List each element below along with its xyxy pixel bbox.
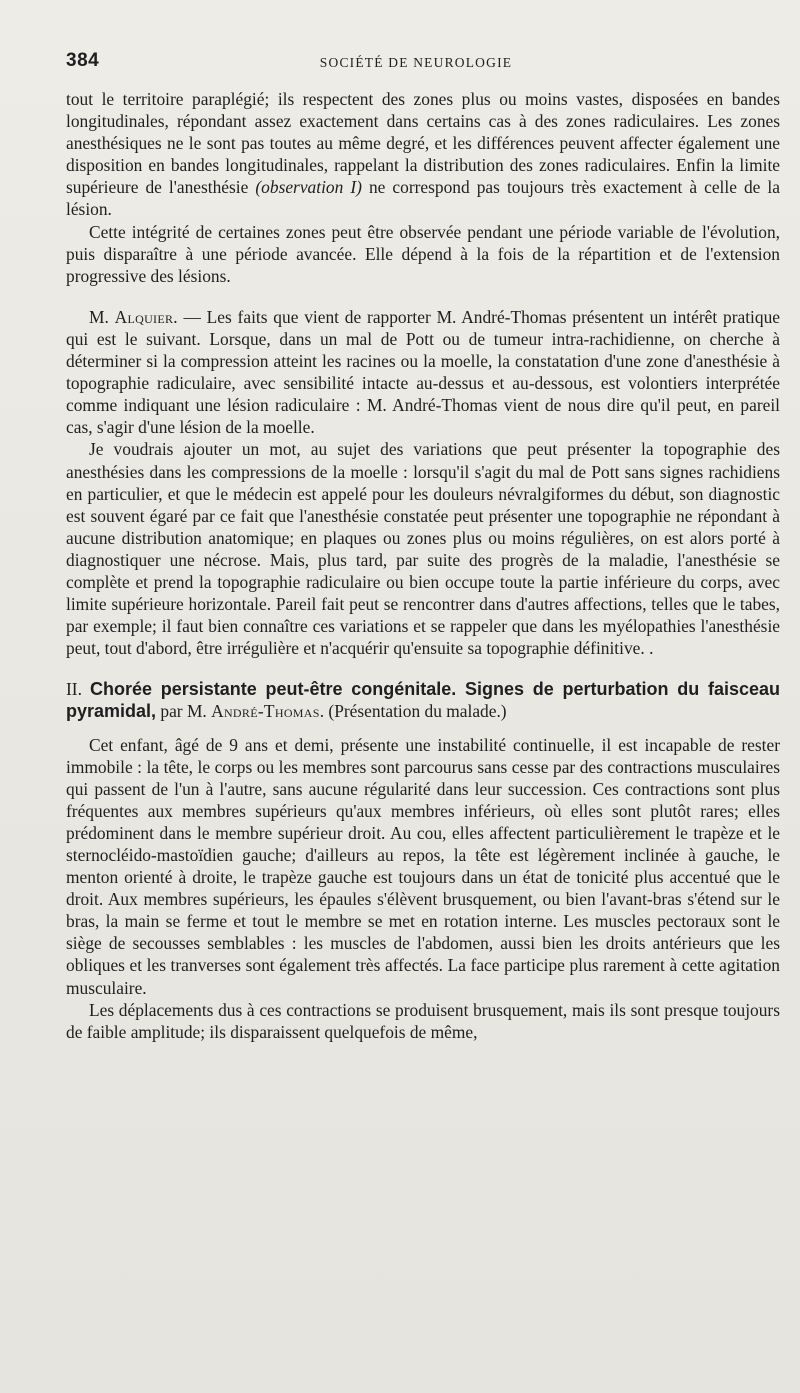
paragraph: Cette intégrité de certaines zones peut être observée pendant une période variable de l'évolution, puis disparaître à une période avancée. Elle dépend à la fois de la répartition et de l'extension progressive des lésions. — [66, 221, 780, 286]
paragraph: Les déplacements dus à ces contractions se produisent brusquement, mais ils sont presque toujours de faible amplitude; ils disparaissent quelquefois de même, — [66, 999, 780, 1042]
discussion-text: . — Les faits que vient de rapporter M. André-Thomas présentent un intérêt pratique qui est le suivant. Lorsque, dans un mal de Pott ou de tumeur intra-rachidienne, on cherche à déterminer si la compression atteint les racines ou la moelle, la constatation d'une zone d'anesthésie à topographie radiculaire, avec sensibilité intacte au-dessus et au-dessous, est volontiers interprétée comme indiquant une lésion radiculaire : M. André-Thomas vient de nous dire qu'il peut, en pareil cas, s'agir d'une lésion de la moelle. — [66, 306, 780, 438]
observation-reference: (observation I) — [255, 177, 362, 198]
page-body — [66, 88, 780, 1043]
section-note: . (Présentation du malade.) — [319, 701, 507, 722]
page-header — [66, 50, 766, 74]
section-heading — [66, 678, 780, 722]
discussion-alquier — [66, 306, 780, 439]
paragraph: Je voudrais ajouter un mot, au sujet des variations que peut présenter la topographie des anesthésies dans les compressions de la moelle : lorsqu'il s'agit du mal de Pott sans signes rachidiens en particulier, et que le médecin est appelé pour les douleurs névralgiformes du début, son diagnostic est souvent égaré par ce fait que l'anesthésie constatée peut présenter une topographie ne répondant à aucune distribution anatomique; en plaques ou zones plus ou moins régulières, on est alors porté à diagnostiquer une nécrose. Mais, plus tard, par suite des progrès de la maladie, l'anesthésie se complète et prend la topographie radiculaire ou bien occupe toute la partie inférieure du corps, avec limite supérieure horizontale. Pareil fait peut se rencontrer dans d'autres affections, telles que le tabes, par exemple; il faut bien connaître ces variations et se rappeler que dans les myélopathies l'anesthésie peut, tout d'abord, être irrégulière et n'acquérir qu'ensuite sa topographie définitive. . — [66, 439, 780, 659]
section-numeral: II. — [66, 679, 91, 700]
paragraph-text: tout le territoire paraplégié; ils respectent des zones plus ou moins vastes, disposées en bandes longitudinales, répondant assez exactement dans certains cas à des zones radiculaires. Les zones anesthésiques ne le sont pas toutes au même degré, et les différences peuvent affecter également une disposition en bandes longitudinales, rappelant la distribution des zones radiculaires. Enfin la limite supérieure de l'anesthésie — [66, 89, 780, 198]
paragraph-text: ne correspond pas toujours très exactement à celle de la lésion. — [66, 177, 780, 220]
paragraph-continuation — [66, 88, 780, 221]
running-title: SOCIÉTÉ DE NEUROLOGIE — [319, 55, 513, 70]
spacer — [66, 723, 780, 734]
section-title: Chorée persistante peut-être congénitale. Signes de perturbation du faisceau pyramidal, — [66, 679, 780, 722]
section-by: par M. — [156, 701, 212, 722]
page-number: 384 — [66, 50, 100, 71]
spacer — [66, 287, 780, 306]
speaker-prefix: M. — [89, 306, 115, 327]
speaker-name: Alquier — [114, 306, 174, 327]
spacer — [66, 659, 780, 678]
section-author: André-Thomas — [211, 701, 320, 722]
paragraph: Cet enfant, âgé de 9 ans et demi, présente une instabilité continuelle, il est incapable de rester immobile : la tête, le corps ou les membres sont parcourus sans cesse par des contractions musculaires qui passent de l'un à l'autre, sans aucune régularité dans leur succession. Ces contractions sont plus fréquentes aux membres supérieurs qu'aux membres inférieurs, où elles sont plutôt rares; elles prédominent dans le membre supérieur droit. Au cou, elles affectent particulièrement le trapèze et le sternocléido-mastoïdien gauche; d'ailleurs au repos, la tête est légèrement inclinée à gauche, le menton orienté à droite, le trapèze gauche est toujours dans un état de tonicité plus accentué que le droit. Aux membres supérieurs, les épaules s'élèvent brusquement, ou bien l'avant-bras s'étend sur le bras, la main se ferme et tout le membre se met en rotation interne. Les muscles pectoraux sont le siège de secousses semblables : les muscles de l'abdomen, aussi bien les droits antérieurs que les obliques et les tranverses sont également très affectés. La face participe plus rarement à cette agitation musculaire. — [66, 734, 780, 998]
